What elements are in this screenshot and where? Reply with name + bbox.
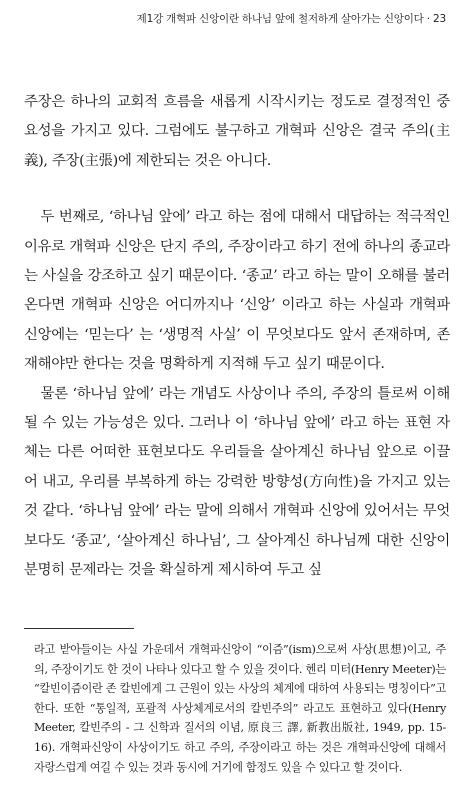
running-header: 제1강 개혁파 신앙이란 하나님 앞에 철저하게 살아가는 신앙이다 · 23 — [136, 13, 446, 25]
footnote-divider — [24, 628, 134, 629]
footnote-text: 라고 받아들이는 사실 가운데서 개혁파신앙이 “이즘”(ism)으로써 사상(思想)이고, 주의, 주장이기도 한 것이 나타나 있다고 할 수 있을 것이다. 헨리 미터(Henry Meeter)는 “칼빈이즘이란 존 칼빈에게 그 근원이 있는 사상의 체계에 대하여 사용되는 명칭이다”고 한다. 또한 “통일적, 포괄적 사상체계로서의 칼빈주의” 라고도 표현하고 있다(Henry Meeter, 칼빈주의 - 그 신학과 질서의 이념, 原良三 譯, 新教出版社, 1949, pp. 15-16). 개혁파신앙이 사상이기도 하고 주의, 주장이라고 하는 것은 개혁파신앙에 대해서 자랑스럽게 여길 수 있는 것과 동시에 거기에 함정도 있을 수 있다고 할 것이다. — [34, 643, 446, 774]
paragraph: 주장은 하나의 교회적 흐름을 새롭게 시작시키는 정도로 결정적인 중요성을 가지고 있다. 그럼에도 불구하고 개혁파 신앙은 결국 주의(主義), 주장(主張)에 제한되는 것은 아니다. — [24, 94, 450, 169]
footnote — [34, 640, 446, 777]
main-text — [24, 88, 450, 586]
paragraph: 물론 ‘하나님 앞에’ 라는 개념도 사상이나 주의, 주장의 틀로써 이해될 수 있는 가능성은 있다. 그러나 이 ‘하나님 앞에’ 라고 하는 표현 자체는 다른 어떠한 표현보다도 우리들을 살아계신 하나님 앞으로 이끌어 내고, 우리를 부복하게 하는 강력한 방향성(方向性)을 가지고 있는 것 같다. ‘하나님 앞에’ 라는 말에 의해서 개혁파 신앙에 있어서는 무엇보다도 ‘종교’, ‘살아계신 하나님’, 그 살아계신 하나님께 대한 신앙이 분명히 문제라는 것을 확실하게 제시하여 두고 싶 — [24, 385, 450, 579]
paragraph: 두 번째로, ‘하나님 앞에’ 라고 하는 점에 대해서 대답하는 적극적인 이유로 개혁파 신앙은 단지 주의, 주장이라고 하기 전에 하나의 종교라는 사실을 강조하고 싶기 때문이다. ‘종교’ 라고 하는 말이 오해를 불러온다면 개혁파 신앙은 어디까지나 ‘신앙’ 이라고 하는 사실과 개혁파 신앙에는 ‘믿는다’ 는 ‘생명적 사실’ 이 무엇보다도 앞서 존재하며, 존재해야만 한다는 것을 명확하게 지적해 두고 싶기 때문이다. — [24, 209, 450, 373]
